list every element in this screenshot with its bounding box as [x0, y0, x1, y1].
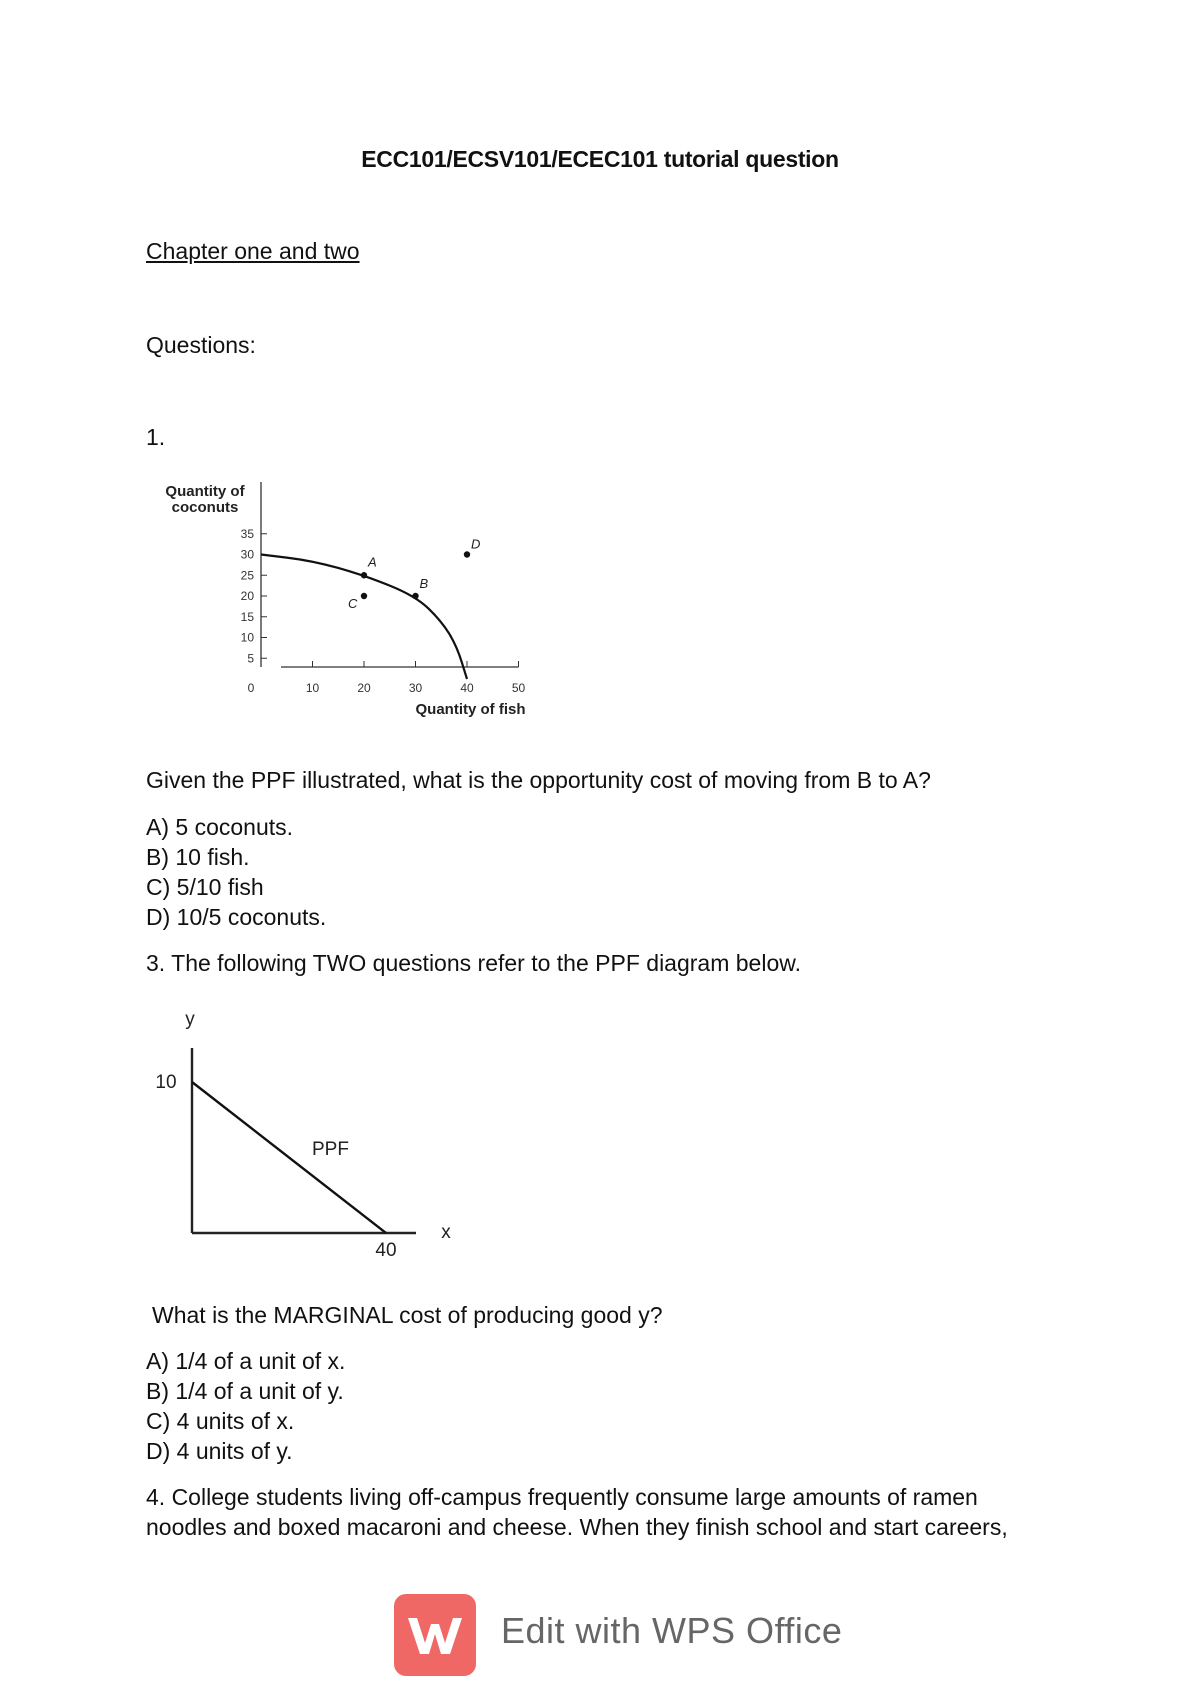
point-b	[412, 593, 418, 599]
x-tick-label: 40	[460, 681, 474, 695]
y-axis-label: y	[185, 1009, 195, 1030]
chapter-heading: Chapter one and two	[146, 238, 360, 264]
y-tick-label: 10	[240, 630, 254, 645]
x-tick-label: 30	[408, 681, 423, 695]
y-axis-label-line-2: coconuts	[171, 499, 239, 516]
x-axis-label: Quantity of fish	[415, 701, 526, 718]
y-intercept-label: 10	[155, 1072, 177, 1093]
x-tick-label: 20	[357, 681, 371, 695]
wps-logo-icon[interactable]	[394, 1594, 476, 1676]
x-axis-label: x	[441, 1222, 451, 1243]
question-3-prompt: What is the MARGINAL cost of producing good y?	[152, 1302, 663, 1328]
x-tick-label: 50	[511, 681, 526, 695]
question-1-prompt: Given the PPF illustrated, what is the opportunity cost of moving from B to A?	[146, 767, 931, 793]
point-label-d: D	[471, 536, 481, 552]
document-title: ECC101/ECSV101/ECEC101 tutorial question	[361, 146, 839, 172]
ppf-chart-coconuts-fish	[140, 470, 540, 730]
question-3-option-c: C) 4 units of x.	[146, 1408, 295, 1434]
y-tick-label: 35	[240, 526, 254, 541]
point-a	[361, 572, 367, 578]
question-4-line-1: 4. College students living off-campus frequently consume large amounts of ramen	[146, 1484, 978, 1510]
question-3-option-d: D) 4 units of y.	[146, 1438, 293, 1464]
ppf-chart-linear	[140, 1000, 470, 1270]
point-label-b: B	[419, 576, 429, 591]
ppf-line	[192, 1082, 386, 1233]
question-3-option-b: B) 1/4 of a unit of y.	[146, 1378, 344, 1404]
question-1-option-d: D) 10/5 coconuts.	[146, 904, 327, 930]
x-intercept-label: 40	[375, 1240, 397, 1261]
point-d	[464, 551, 470, 557]
question-3-intro: 3. The following TWO questions refer to the PPF diagram below.	[146, 950, 801, 976]
y-tick-label: 20	[240, 589, 254, 603]
y-tick-label: 30	[240, 547, 254, 562]
wps-edit-link[interactable]: Edit with WPS Office	[501, 1610, 843, 1651]
x-tick-label: 0	[247, 681, 255, 695]
y-tick-label: 25	[240, 568, 254, 583]
x-tick-label: 10	[305, 681, 320, 695]
point-label-a: A	[368, 554, 377, 570]
point-label-c: C	[348, 596, 358, 611]
y-tick-label: 5	[247, 651, 254, 666]
question-3-option-a: A) 1/4 of a unit of x.	[146, 1348, 346, 1374]
point-c	[361, 593, 367, 599]
question-4-line-2: noodles and boxed macaroni and cheese. When they finish school and start careers,	[146, 1514, 1008, 1540]
y-axis-label-line-1: Quantity of	[165, 483, 245, 500]
y-tick-label: 15	[240, 609, 254, 624]
question-1-option-b: B) 10 fish.	[146, 844, 250, 870]
ppf-curve-label: PPF	[312, 1139, 349, 1160]
question-1-option-a: A) 5 coconuts.	[146, 814, 294, 840]
question-1-number: 1.	[146, 424, 166, 450]
questions-label: Questions:	[146, 332, 256, 358]
question-1-option-c: C) 5/10 fish	[146, 874, 264, 900]
